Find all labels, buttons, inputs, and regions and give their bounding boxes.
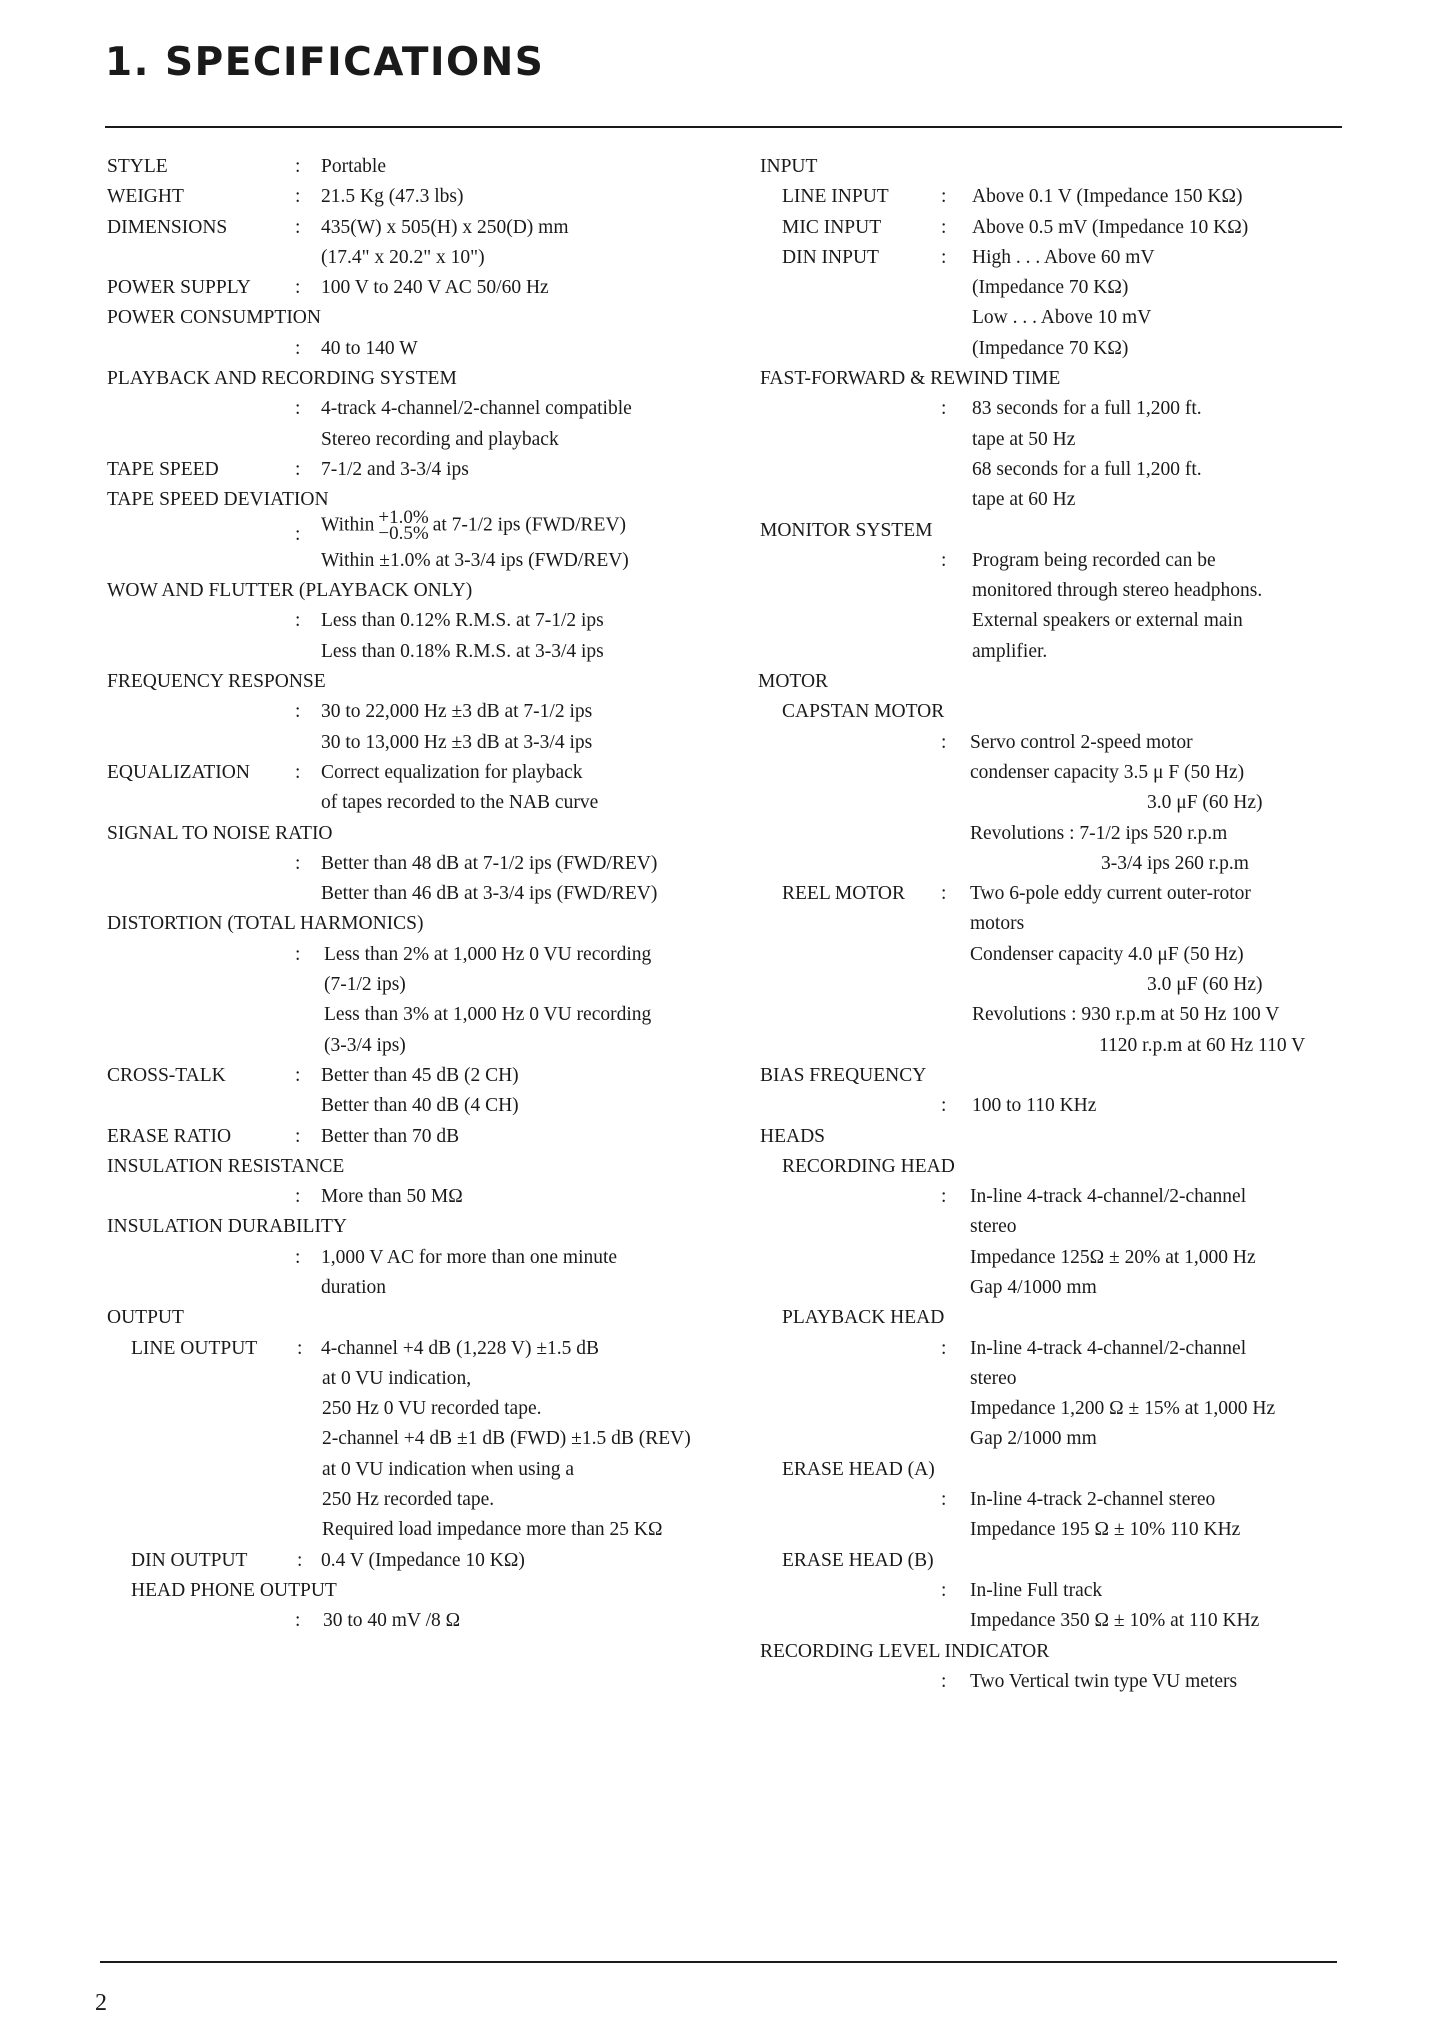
spec-power-consumption: POWER CONSUMPTION — [107, 307, 321, 329]
spec-wow-flutter: WOW AND FLUTTER (PLAYBACK ONLY) — [107, 580, 473, 602]
spec-erase-ratio: ERASE RATIO : Better than 70 dB — [107, 1125, 460, 1147]
spec-cross-talk: CROSS-TALK : Better than 45 dB (2 CH) — [107, 1064, 519, 1086]
bottom-rule — [100, 1961, 1337, 1963]
spec-line-output: LINE OUTPUT : 4-channel +4 dB (1,228 V) ±1.5 dB — [131, 1337, 600, 1359]
spec-dimensions: DIMENSIONS : 435(W) x 505(H) x 250(D) mm — [107, 216, 569, 238]
spec-frequency-response: FREQUENCY RESPONSE — [107, 671, 326, 693]
top-rule — [105, 126, 1342, 128]
spec-insulation-resistance: INSULATION RESISTANCE — [107, 1155, 345, 1177]
spec-playback-head: PLAYBACK HEAD — [782, 1307, 945, 1329]
spec-tape-speed-deviation: TAPE SPEED DEVIATION — [107, 489, 329, 511]
spec-recording-head: RECORDING HEAD — [782, 1155, 955, 1177]
spec-tape-speed: TAPE SPEED : 7-1/2 and 3-3/4 ips — [107, 458, 469, 480]
spec-weight: WEIGHT : 21.5 Kg (47.3 lbs) — [107, 186, 464, 208]
spec-playback-recording-system: PLAYBACK AND RECORDING SYSTEM — [107, 368, 457, 390]
tolerance-fraction: +1.0% −0.5% — [378, 506, 429, 544]
spec-reel-motor: REEL MOTOR : Two 6-pole eddy current outer-rotor — [782, 883, 1251, 905]
spec-power-supply: POWER SUPPLY : 100 V to 240 V AC 50/60 Hz — [107, 277, 549, 299]
spec-mic-input: MIC INPUT : Above 0.5 mV (Impedance 10 KΩ) — [782, 216, 1249, 238]
spec-motor: MOTOR — [758, 671, 829, 693]
spec-distortion: DISTORTION (TOTAL HARMONICS) — [107, 913, 424, 935]
spec-output: OUTPUT — [107, 1307, 184, 1329]
spec-input: INPUT — [760, 156, 818, 177]
spec-equalization: EQUALIZATION : Correct equalization for playback — [107, 761, 583, 783]
spec-capstan-motor: CAPSTAN MOTOR — [782, 701, 945, 723]
page-number: 2 — [95, 1990, 107, 2016]
spec-din-output: DIN OUTPUT : 0.4 V (Impedance 10 KΩ) — [131, 1549, 525, 1571]
right-spec-column: INPUT LINE INPUT : Above 0.1 V (Impedance 150 KΩ) MIC INPUT : Above 0.5 mV (Impedance 10 KΩ) DIN INPUT : High . . . Above 60 mV (Impedance 70 KΩ) Low . . . Above 10 mV (Impedance 70 KΩ) FAST-FORWARD & REWIND TIME : 83 seconds for a full 1,200 ft. tape at 50 Hz 68 seconds for a full 1,200 ft. tape at 60 Hz MONITOR SYSTEM : Program being recorded can be monitored through stereo headphons. External speakers or external main amplifier. MOTOR CAPSTAN MOTOR : Servo control 2-speed motor condenser capacity 3.5 μ F (50 Hz) 3.0 μF (60 Hz) Revolutions : 7-1/2 ips 520 r.p.m 3-3/4 ips 260 r.p.m REEL MOTOR : Two 6-pole eddy current outer-rotor motors Condenser capacity 4.0 μF (50 Hz) 3.0 μF (60 Hz) Revolutions : 930 r.p.m at 50 Hz 100 V 1120 r.p.m at 60 Hz 110 V BIAS FREQUENCY : 100 to 110 KHz HEADS RECORDING HEAD : In-line 4-track 4-channel/2-channel stereo Impedance 125Ω ± 20% at 1,000 Hz Gap 4/1000 mm PLAYBACK HEAD : In-line 4-track 4-channel/2-channel stereo Impedance 1,200 Ω ± 15% at 1,000 Hz Gap 2/1000 mm ERASE HEAD (A) : In-line 4-track 2-channel stereo Impedance 195 Ω ± 10% 110 KHz ERASE HEAD (B) : In-line Full track Impedance 350 Ω ± 10% at 110 KHz RECORDING LEVEL INDICATOR : Two Vertical twin type VU meters — [760, 152, 1410, 1697]
spec-erase-head-b: ERASE HEAD (B) — [782, 1549, 934, 1571]
spec-ff-rewind-time: FAST-FORWARD & REWIND TIME — [760, 368, 1061, 390]
spec-erase-head-a: ERASE HEAD (A) — [782, 1458, 935, 1480]
spec-style: STYLE : Portable — [107, 156, 386, 177]
spec-bias-frequency: BIAS FREQUENCY — [760, 1064, 927, 1086]
spec-line-input: LINE INPUT : Above 0.1 V (Impedance 150 KΩ) — [782, 186, 1243, 208]
page-title: 1. SPECIFICATIONS — [105, 40, 545, 85]
spec-insulation-durability: INSULATION DURABILITY — [107, 1216, 347, 1238]
spec-headphone-output: HEAD PHONE OUTPUT — [131, 1579, 337, 1601]
spec-heads: HEADS — [760, 1125, 826, 1147]
spec-monitor-system: MONITOR SYSTEM — [760, 519, 933, 541]
left-spec-column: STYLE : Portable WEIGHT : 21.5 Kg (47.3 lbs) DIMENSIONS : 435(W) x 505(H) x 250(D) mm (17.4" x 20.2" x 10") POWER SUPPLY : 100 V to 240 V AC 50/60 Hz POWER CONSUMPTION : 40 to 140 W PLAYBACK AND RECORDING SYSTEM : 4-track 4-channel/2-channel compatible Stereo recording and playback TAPE SPEED : 7-1/2 and 3-3/4 ips TAPE SPEED DEVIATION : Within +1.0% −0.5% at 7-1/2 ips (FWD/REV) Within ±1.0% at 3-3/4 ips (FWD/REV) WOW AND FLUTTER (PLAYBACK ONLY) : Less than 0.12% R.M.S. at 7-1/2 ips Less than 0.18% R.M.S. at 3-3/4 ips FREQUENCY RESPONSE : 30 to 22,000 Hz ±3 dB at 7-1/2 ips 30 to 13,000 Hz ±3 dB at 3-3/4 ips EQUALIZATION : Correct equalization for playback of tapes recorded to the NAB curve SIGNAL TO NOISE RATIO : Better than 48 dB at 7-1/2 ips (FWD/REV) Better than 46 dB at 3-3/4 ips (FWD/REV) DISTORTION (TOTAL HARMONICS) : Less than 2% at 1,000 Hz 0 VU recording (7-1/2 ips) Less than 3% at 1,000 Hz 0 VU recording (3-3/4 ips) CROSS-TALK : Better than 45 dB (2 CH) Better than 40 dB (4 CH) ERASE RATIO : Better than 70 dB INSULATION RESISTANCE : More than 50 MΩ INSULATION DURABILITY : 1,000 V AC for more than one minute duration OUTPUT LINE OUTPUT : 4-channel +4 dB (1,228 V) ±1.5 dB at 0 VU indication, 250 Hz 0 VU recorded tape. 2-channel +4 dB ±1 dB (FWD) ±1.5 dB (REV) at 0 VU indication when using a 250 Hz recorded tape. Required load impedance more than 25 KΩ DIN OUTPUT : 0.4 V (Impedance 10 KΩ) HEAD PHONE OUTPUT : 30 to 40 mV /8 Ω — [107, 152, 747, 1637]
spec-recording-level-indicator: RECORDING LEVEL INDICATOR — [760, 1640, 1050, 1662]
spec-signal-noise-ratio: SIGNAL TO NOISE RATIO — [107, 822, 333, 844]
spec-din-input: DIN INPUT : High . . . Above 60 mV — [782, 246, 1155, 268]
